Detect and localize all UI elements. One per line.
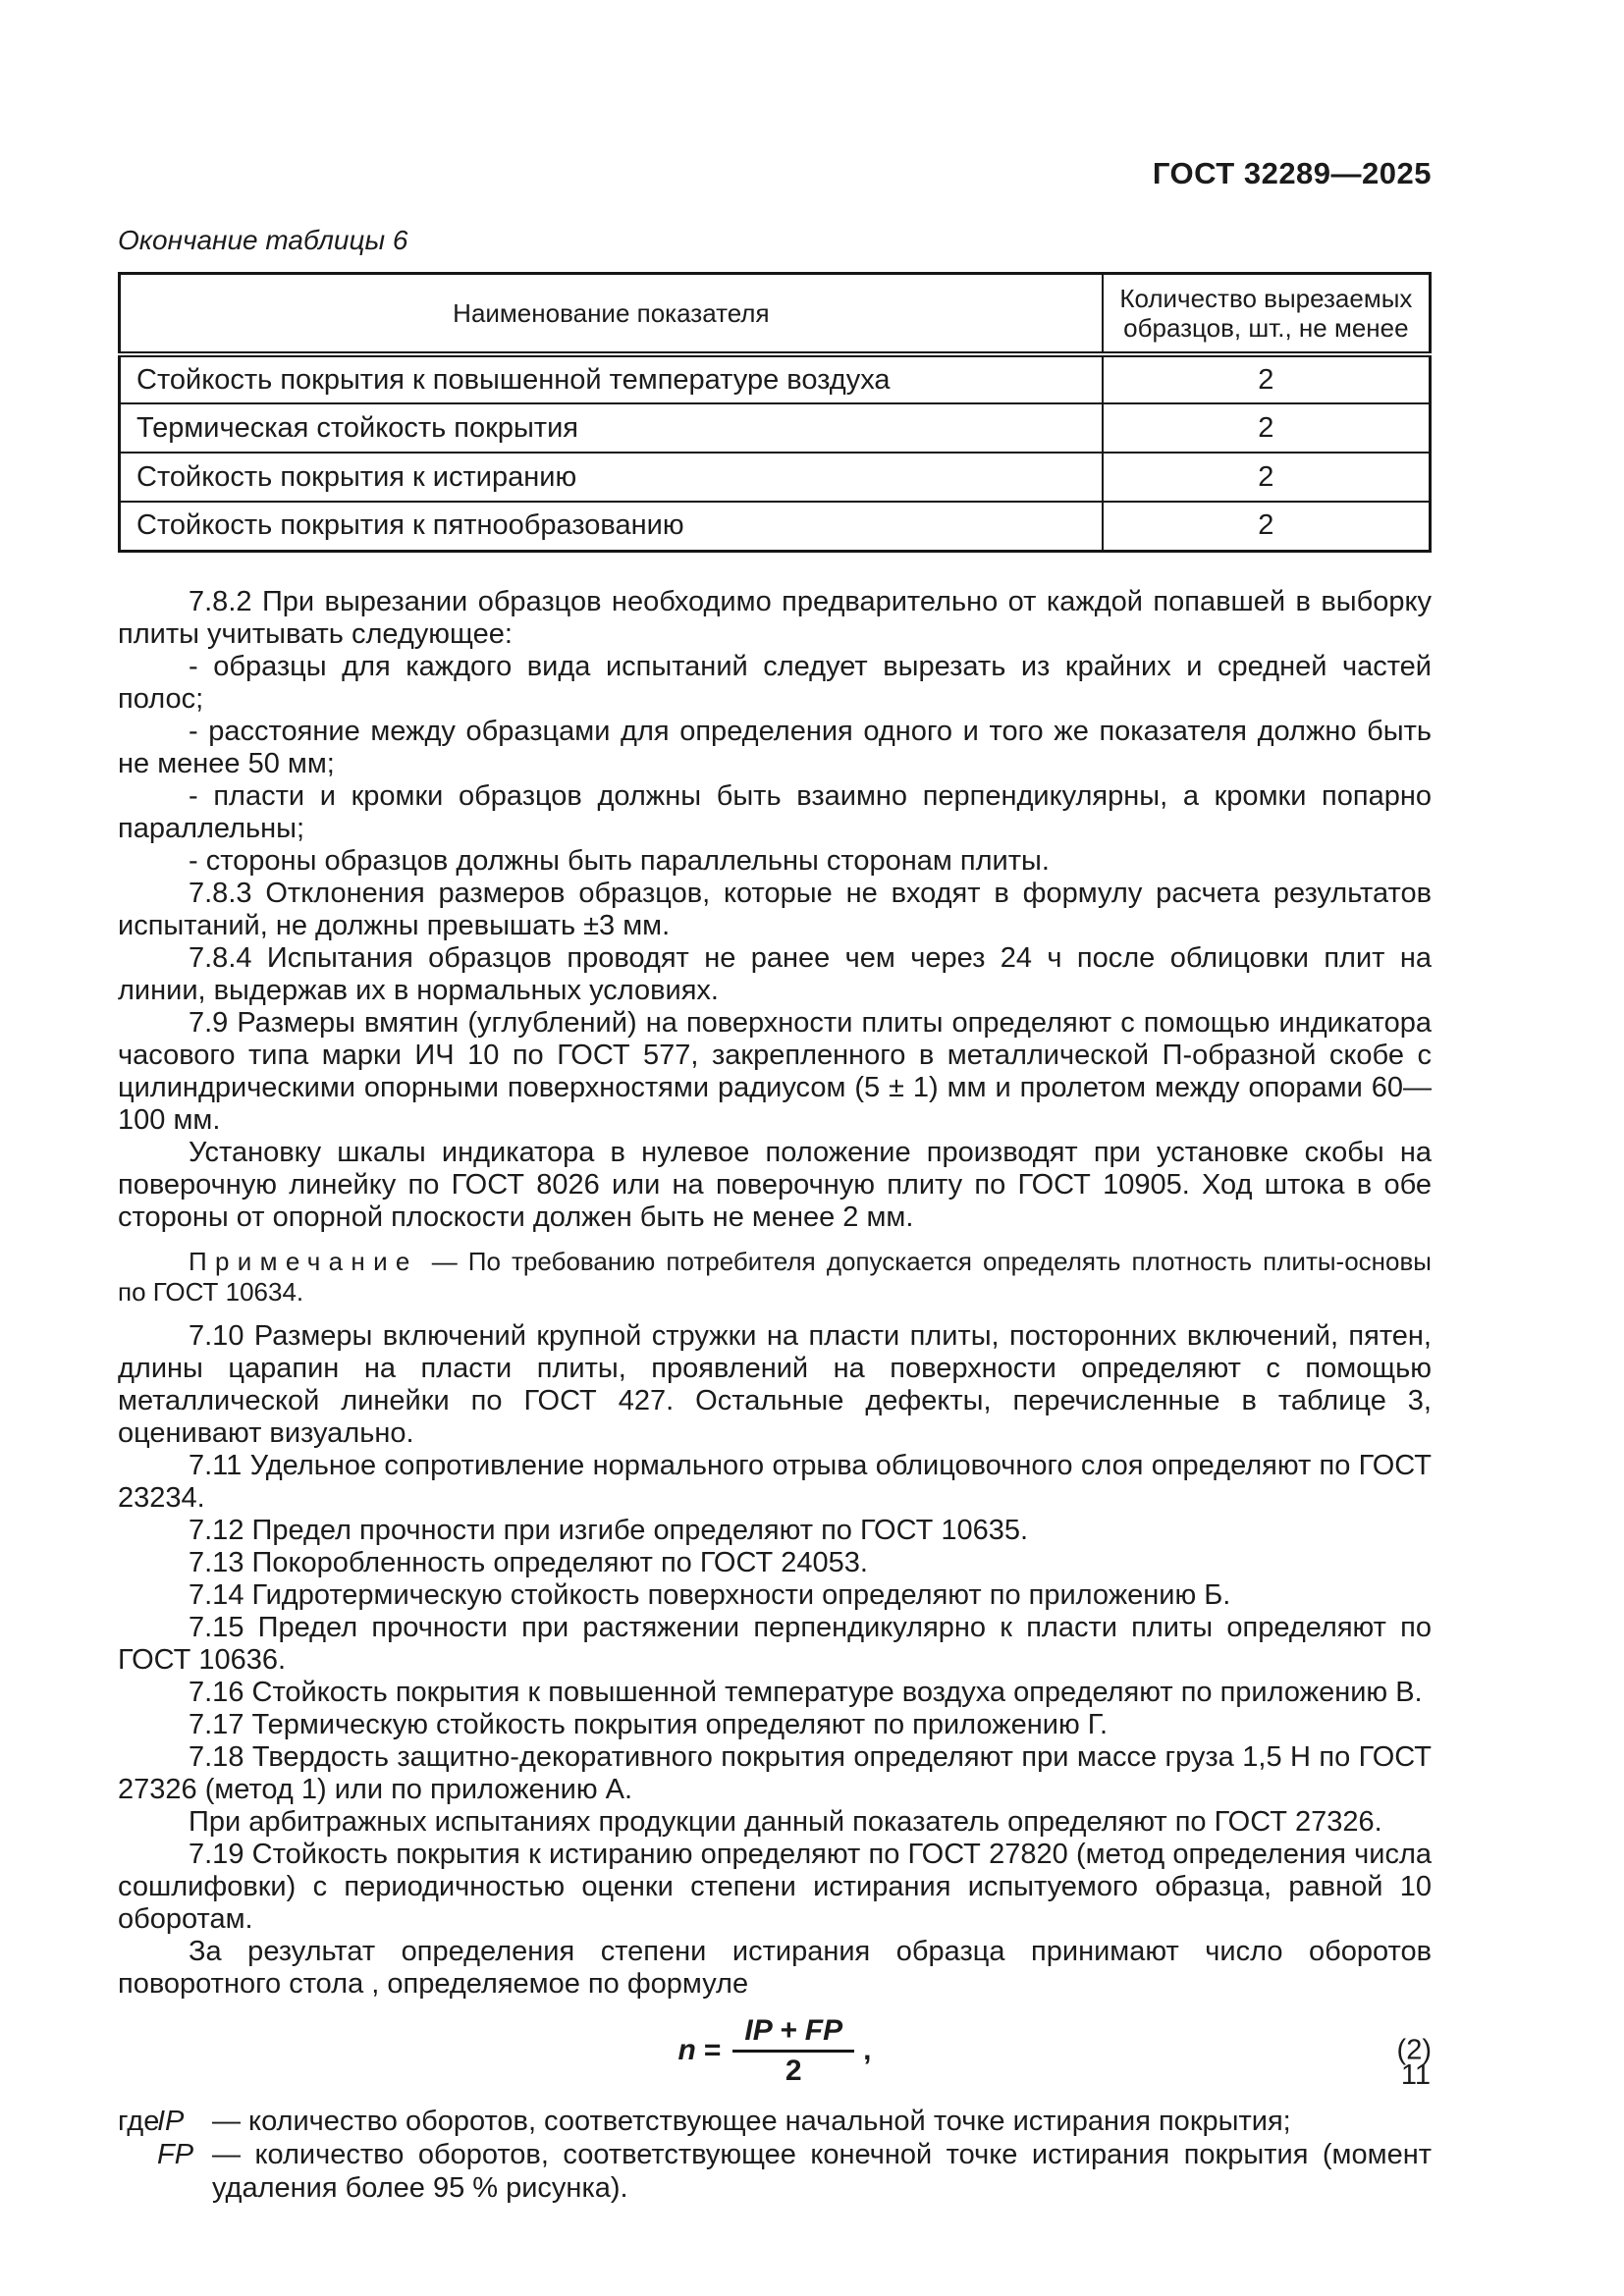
body-paragraph: 7.14 Гидротермическую стойкость поверхности определяют по приложению Б. <box>189 1578 1231 1611</box>
formula-numerator: IP + FP <box>732 2014 854 2053</box>
formula-comma: , <box>863 2034 872 2066</box>
specimen-count-table <box>118 272 1432 553</box>
body-paragraph: 7.13 Покоробленность определяют по ГОСТ 24053. <box>189 1546 868 1578</box>
body-paragraph: 7.17 Термическую стойкость покрытия определяют по приложению Г. <box>189 1708 1109 1740</box>
body-paragraph: - расстояние между образцами для определения одного и того же показателя должно быть не менее 50 мм; <box>118 715 1432 779</box>
body-paragraph: Установку шкалы индикатора в нулевое положение производят при установке скобы на поверочную линейку по ГОСТ 8026 или на поверочную плиту по ГОСТ 10905. Ход штока в обе стороны от опорной плоскости должен быть не менее 2 мм. <box>118 1136 1432 1233</box>
where-description: — количество оборотов, соответствующее начальной точке истирания покрытия; <box>212 2105 1291 2137</box>
table-row <box>120 354 1431 403</box>
table-header-row <box>120 274 1431 355</box>
body-paragraph: 7.19 Стойкость покрытия к истиранию определяют по ГОСТ 27820 (метод определения числа сошлифовки) с периодичностью оценки степени истирания испытуемого образца, равной 10 оборотам. <box>118 1838 1432 1935</box>
indicator-name-cell: Стойкость покрытия к повышенной температуре воздуха <box>120 354 1103 403</box>
page-content <box>118 157 1432 2205</box>
formula-denominator: 2 <box>785 2054 802 2087</box>
note <box>118 1247 1432 1308</box>
body-paragraph: 7.10 Размеры включений крупной стружки на пласти плиты, посторонних включений, пятен, длины царапин на пласти плиты, проявлений на поверхности определяют с помощью металлической линейки по ГОСТ 427. Остальные дефекты, перечисленные в таблице 3, оценивают визуально. <box>118 1319 1432 1449</box>
where-symbol: FP <box>157 2138 194 2170</box>
body-paragraph: 7.18 Твердость защитно-декоративного покрытия определяют при массе груза 1,5 Н по ГОСТ 27326 (метод 1) или по приложению А. <box>118 1740 1432 1805</box>
column-header-specimen-count: Количество вырезаемых образцов, шт., не менее <box>1103 274 1431 355</box>
indicator-name-cell: Стойкость покрытия к истиранию <box>120 453 1103 502</box>
body-paragraph: 7.8.4 Испытания образцов проводят не ранее чем через 24 ч после облицовки плит на линии, выдержав их в нормальных условиях. <box>118 941 1432 1006</box>
body-paragraph: 7.8.2 При вырезании образцов необходимо предварительно от каждой попавшей в выборку плиты учитывать следующее: <box>118 585 1432 650</box>
column-header-indicator-name: Наименование показателя <box>120 274 1103 355</box>
table-row <box>120 502 1431 551</box>
indicator-name-cell: Термическая стойкость покрытия <box>120 403 1103 453</box>
where-symbol: гдеIP <box>118 2105 185 2137</box>
specimen-count-cell: 2 <box>1103 502 1431 551</box>
page-number: 11 <box>1400 2059 1431 2091</box>
note-text: — По требованию потребителя допускается определять плотность плиты-основы по ГОСТ 10634. <box>118 1246 1432 1307</box>
body-paragraph: - образцы для каждого вида испытаний следует вырезать из крайних и средней частей полос; <box>118 650 1432 715</box>
indicator-name-cell: Стойкость покрытия к пятнообразованию <box>120 502 1103 551</box>
table-row <box>120 403 1431 453</box>
specimen-count-cell: 2 <box>1103 354 1431 403</box>
table-row <box>120 453 1431 502</box>
body-paragraph: 7.15 Предел прочности при растяжении перпендикулярно к пласти плиты определяют по ГОСТ 10636. <box>118 1611 1432 1676</box>
body-paragraph: 7.8.3 Отклонения размеров образцов, которые не входят в формулу расчета результатов испытаний, не должны превышать ±3 мм. <box>118 877 1432 941</box>
formula-fraction <box>732 2014 854 2087</box>
note-label: Примечание <box>189 1246 418 1276</box>
body-paragraph: 7.9 Размеры вмятин (углублений) на поверхности плиты определяют с помощью индикатора часового типа марки ИЧ 10 по ГОСТ 577, закрепленного в металлической П-образной скобе с цилиндрическими опорными поверхностями радиусом (5 ± 1) мм и пролетом между опорами 60—100 мм. <box>118 1006 1432 1136</box>
formula-variable: n <box>677 2034 696 2066</box>
body-text <box>118 586 1432 2205</box>
body-paragraph: - стороны образцов должны быть параллельны сторонам плиты. <box>189 844 1050 877</box>
body-paragraph: 7.12 Предел прочности при изгибе определяют по ГОСТ 10635. <box>189 1514 1029 1546</box>
formula <box>118 2008 1432 2093</box>
equation-number: (2) <box>1396 2034 1432 2065</box>
specimen-count-cell: 2 <box>1103 453 1431 502</box>
body-paragraph: За результат определения степени истирания образца принимают число оборотов поворотного стола , определяемое по формуле <box>118 1935 1432 2000</box>
where-description: — количество оборотов, соответствующее конечной точке истирания покрытия (момент удаления более 95 % рисунка). <box>212 2138 1432 2204</box>
where-intro: где <box>118 2105 160 2137</box>
document-number: ГОСТ 32289—2025 <box>1152 156 1432 190</box>
body-paragraph: 7.11 Удельное сопротивление нормального отрыва облицовочного слоя определяют по ГОСТ 23234. <box>118 1449 1432 1514</box>
formula-where-list <box>118 2105 1432 2205</box>
where-item <box>118 2105 1432 2138</box>
body-paragraph: 7.16 Стойкость покрытия к повышенной температуре воздуха определяют по приложению В. <box>189 1676 1423 1708</box>
where-item <box>118 2138 1432 2205</box>
body-paragraph: - пласти и кромки образцов должны быть взаимно перпендикулярны, а кромки попарно параллельны; <box>118 779 1432 844</box>
formula-equals-sign: = <box>703 2034 722 2066</box>
body-paragraph: При арбитражных испытаниях продукции данный показатель определяют по ГОСТ 27326. <box>189 1805 1382 1838</box>
specimen-count-cell: 2 <box>1103 403 1431 453</box>
table-caption: Окончание таблицы 6 <box>118 225 408 255</box>
